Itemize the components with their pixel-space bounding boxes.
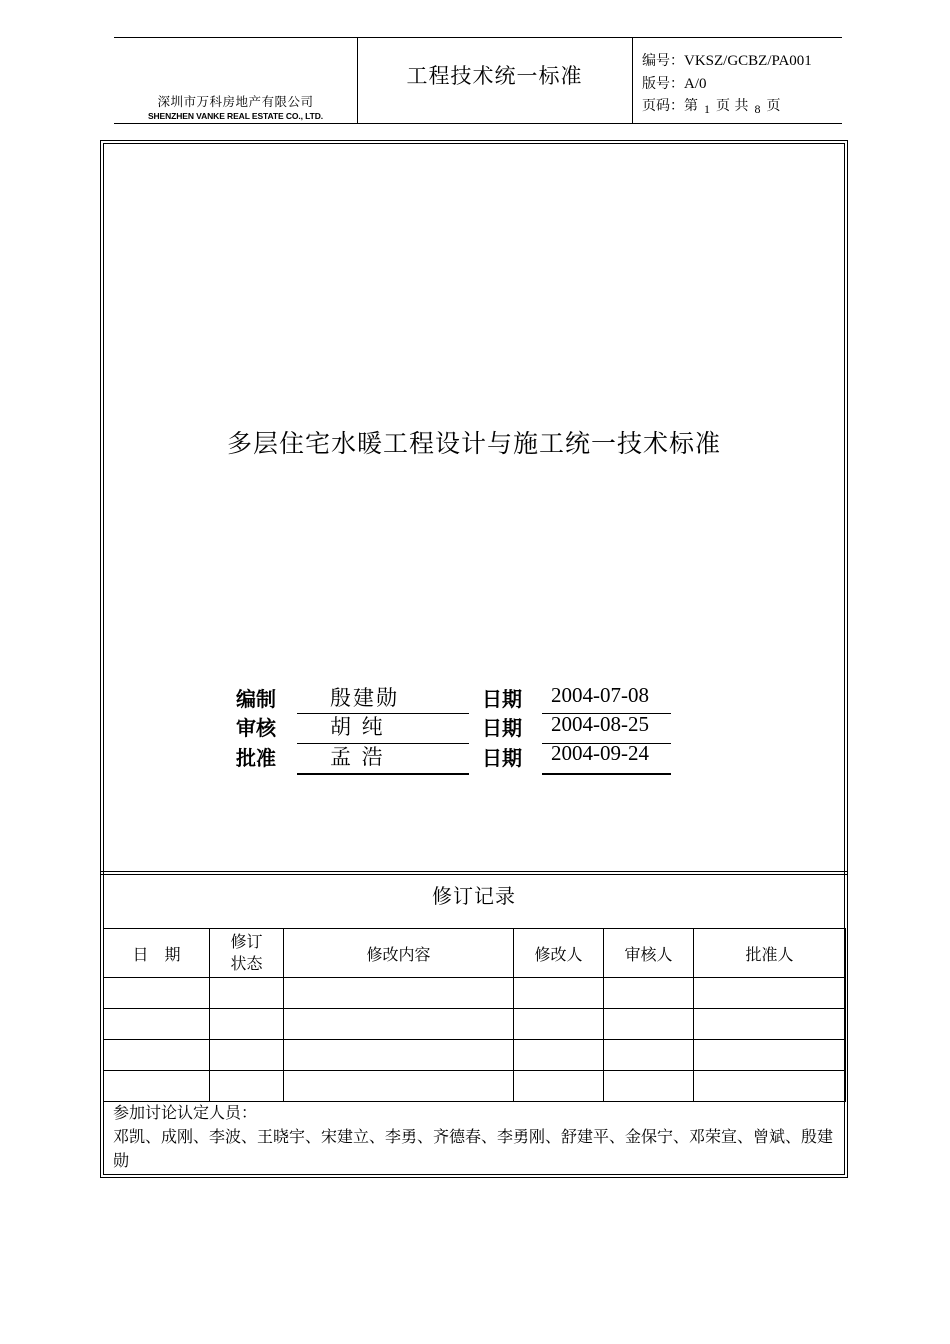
table-cell: [104, 1071, 210, 1102]
table-row: [104, 1009, 846, 1040]
col-modifier: 修改人: [514, 929, 604, 978]
table-cell: [514, 1009, 604, 1040]
doc-page-number: [642, 95, 780, 115]
doc-code: [642, 50, 812, 70]
approval-underline: [542, 773, 671, 775]
header-bottom-rule: [114, 123, 842, 124]
revision-table: [103, 928, 846, 1102]
table-cell: [210, 978, 284, 1009]
approval-date-label-prepared: 日期: [482, 687, 522, 711]
cover-divider-1: [100, 871, 848, 872]
col-reviewer: 审核人: [604, 929, 694, 978]
page-current: 1: [704, 102, 710, 116]
table-cell: [210, 1071, 284, 1102]
table-cell: [284, 1071, 514, 1102]
revision-header-row: [104, 929, 846, 978]
page-total: 8: [754, 102, 761, 116]
approval-date-label-approved: 日期: [482, 746, 522, 770]
table-cell: [210, 1040, 284, 1071]
table-cell: [694, 1009, 846, 1040]
col-status-line2: 状态: [230, 954, 263, 973]
header-divider-right: [632, 37, 633, 124]
table-cell: [514, 1040, 604, 1071]
participants-label: 参加讨论认定人员：: [113, 1103, 258, 1122]
col-approver: 批准人: [694, 929, 846, 978]
doc-version: [642, 73, 707, 93]
approval-date-prepared: 2004-07-08: [551, 683, 649, 707]
page-label: 页码：: [642, 98, 684, 114]
document-main-title: 多层住宅水暖工程设计与施工统一技术标准: [226, 429, 721, 458]
col-content: 修改内容: [284, 929, 514, 978]
table-cell: [210, 1009, 284, 1040]
approval-role-prepared: 编制: [236, 687, 276, 711]
company-name-en: SHENZHEN VANKE REAL ESTATE CO., LTD.: [147, 111, 324, 121]
table-row: [104, 1040, 846, 1071]
approval-date-approved: 2004-09-24: [551, 741, 649, 765]
table-cell: [284, 978, 514, 1009]
company-name-cn: 深圳市万科房地产有限公司: [157, 94, 314, 109]
table-cell: [604, 978, 694, 1009]
doc-code-label: 编号：: [642, 53, 684, 69]
approval-name-reviewed: 胡 纯: [330, 715, 385, 739]
approval-underline: [297, 773, 469, 775]
table-cell: [604, 1040, 694, 1071]
approval-role-approved: 批准: [236, 746, 276, 770]
approval-name-prepared: 殷建勋: [330, 686, 399, 710]
participants-names: 邓凯、成刚、李波、王晓宇、宋建立、李勇、齐德春、李勇刚、舒建平、金保宁、邓荣宣、曾斌、殷建勋: [113, 1127, 834, 1170]
revision-record-title: 修订记录: [432, 884, 516, 908]
document-type-title: 工程技术统一标准: [406, 64, 583, 88]
table-cell: [284, 1040, 514, 1071]
table-row: [104, 978, 846, 1009]
table-cell: [104, 1009, 210, 1040]
doc-version-value: A/0: [684, 76, 707, 92]
page-mid: 页 共: [716, 98, 749, 114]
table-cell: [514, 978, 604, 1009]
approval-date-reviewed: 2004-08-25: [551, 712, 649, 736]
col-status-line1: 修订: [230, 932, 263, 951]
table-cell: [104, 1040, 210, 1071]
page-prefix: 第: [684, 98, 698, 114]
col-status: [210, 929, 284, 978]
header-top-rule: [114, 37, 842, 38]
page-suffix: 页: [766, 98, 781, 114]
table-cell: [694, 1040, 846, 1071]
cover-divider-2: [100, 874, 848, 875]
table-cell: [694, 1071, 846, 1102]
doc-version-label: 版号：: [642, 76, 684, 92]
col-date: 日 期: [104, 929, 210, 978]
table-row: [104, 1071, 846, 1102]
approval-name-approved: 孟 浩: [330, 745, 385, 769]
table-cell: [104, 978, 210, 1009]
table-cell: [514, 1071, 604, 1102]
table-cell: [604, 1071, 694, 1102]
approval-role-reviewed: 审核: [236, 716, 276, 740]
table-cell: [604, 1009, 694, 1040]
table-cell: [694, 978, 846, 1009]
approval-date-label-reviewed: 日期: [482, 716, 522, 740]
table-cell: [284, 1009, 514, 1040]
doc-code-value: VKSZ/GCBZ/PA001: [684, 53, 812, 69]
participants-block: [113, 1101, 843, 1173]
